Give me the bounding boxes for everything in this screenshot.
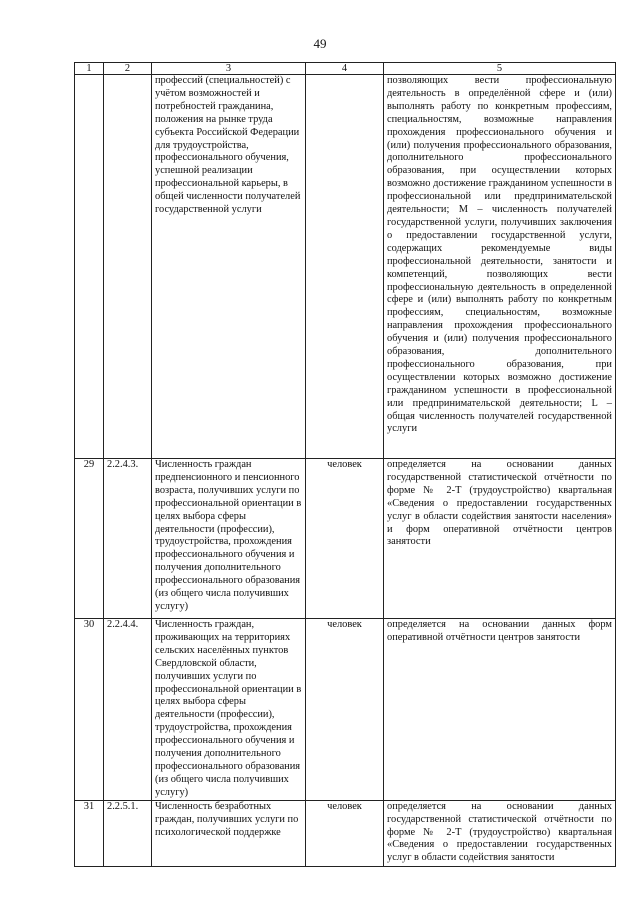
table-row	[75, 75, 616, 459]
row-number: 31	[75, 800, 104, 866]
row-method: определяется на основании данных государственной статистической отчётности по форме № 2-Т (трудоустройство) квартальная «Сведения о предоставлении государственных услуг в области содействия занятости	[384, 800, 616, 866]
header-col-1: 1	[75, 63, 104, 75]
row-unit	[306, 75, 384, 459]
row-unit: человек	[306, 459, 384, 619]
row-number: 29	[75, 459, 104, 619]
table-row	[75, 459, 616, 619]
table-row	[75, 619, 616, 801]
row-method: позволяющих вести профессиональную деятельность в определённой сфере и (или) выполнять работу по конкретным профессиям, специальностям, возможные направления прохождения профессионального обучения и (или) получения профессионального образования, дополнительного профессионального образования, при осуществлении которых возможно достижение гражданином успешности в профессиональной или предпринимательской деятельности; M – численность получателей государственной услуги, получивших заключения о предоставлении государственной услуги, содержащих рекомендуемые виды профессиональной деятельности, занятости и компетенций, позволяющих вести профессиональную деятельность в определенной сфере и (или) выполнять работу по конкретным профессиям, специальностям, возможные направления прохождения профессионального обучения и (или) получения профессионального образования, дополнительного профессионального образования, при осуществлении которых возможно достижение гражданином успешности в профессиональной или предпринимательской деятельности; L – общая численность получателей государственной услуги	[384, 75, 616, 459]
row-code: 2.2.4.4.	[104, 619, 152, 801]
table-row	[75, 800, 616, 866]
row-unit: человек	[306, 619, 384, 801]
header-col-4: 4	[306, 63, 384, 75]
page-number: 49	[313, 36, 327, 51]
row-indicator: Численность граждан, проживающих на территориях сельских населённых пунктов Свердловской области, получивших услуги по профессиональной ориентации в целях выбора сферы деятельности (профессии), трудоустройства, прохождения профессионального обучения и получения дополнительного профессионального образования (из общего числа получивших услугу)	[152, 619, 306, 801]
row-number	[75, 75, 104, 459]
row-method: определяется на основании данных форм оперативной отчётности центров занятости	[384, 619, 616, 801]
row-indicator: Численность безработных граждан, получивших услуги по психологической поддержке	[152, 800, 306, 866]
header-col-2: 2	[104, 63, 152, 75]
row-code: 2.2.4.3.	[104, 459, 152, 619]
header-row	[75, 63, 616, 75]
indicators-table	[74, 62, 616, 867]
header-col-5: 5	[384, 63, 616, 75]
row-code	[104, 75, 152, 459]
row-method: определяется на основании данных государственной статистической отчётности по форме № 2-Т (трудоустройство) квартальная «Сведения о предоставлении государственных услуг в области содействия занятости населения» и форм оперативной отчётности центров занятости	[384, 459, 616, 619]
row-code: 2.2.5.1.	[104, 800, 152, 866]
header-col-3: 3	[152, 63, 306, 75]
row-number: 30	[75, 619, 104, 801]
row-indicator: профессий (специальностей) с учётом возможностей и потребностей гражданина, положения на рынке труда субъекта Российской Федерации для трудоустройства, профессионального обучения, успешной реализации профессиональной карьеры, в общей численности получателей государственной услуги	[152, 75, 306, 459]
row-indicator: Численность граждан предпенсионного и пенсионного возраста, получивших услуги по профессиональной ориентации в целях выбора сферы деятельности (профессии), трудоустройства, прохождения профессионального обучения и получения дополнительного профессионального образования (из общего числа получивших услугу)	[152, 459, 306, 619]
row-unit: человек	[306, 800, 384, 866]
